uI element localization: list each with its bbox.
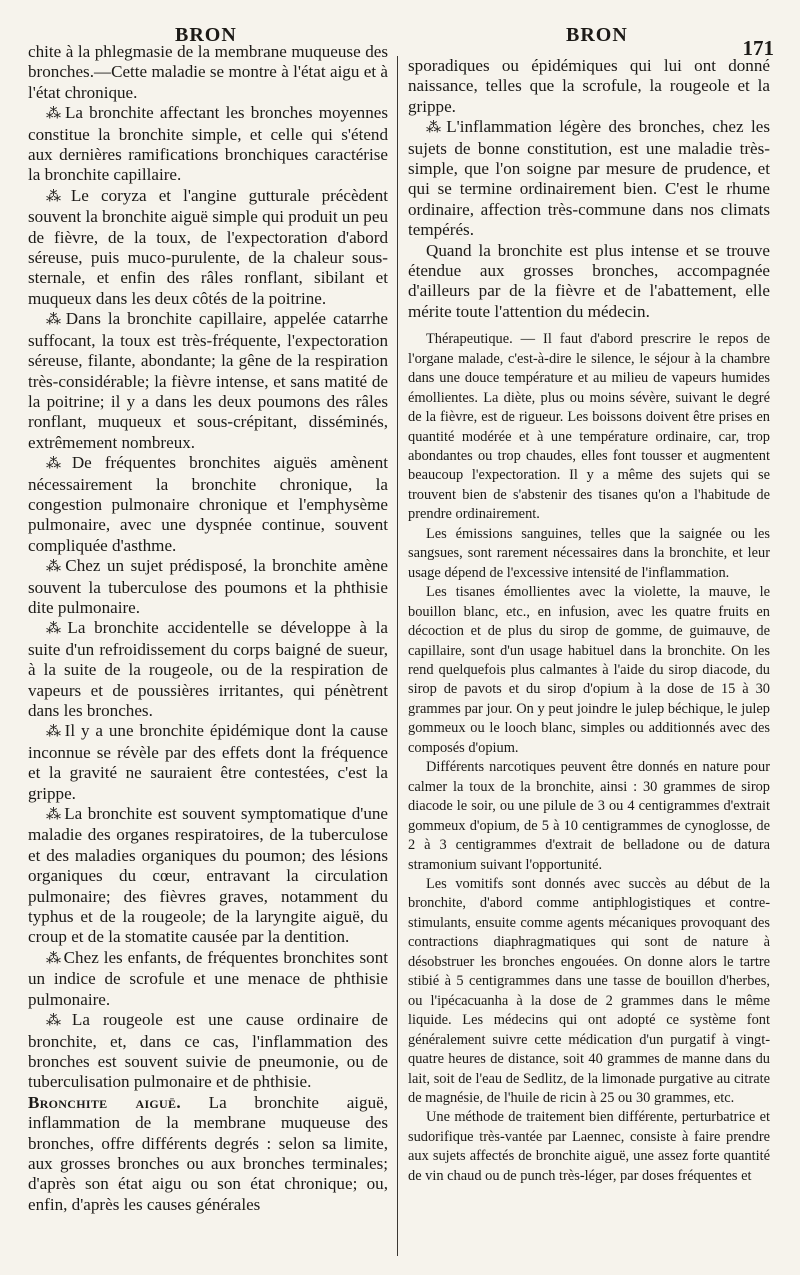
paragraph-text: De fréquentes bronchites aiguës amènent nécessairement la bronchite chronique, la congestion pulmonaire chronique et l'emphysème pulmonaire, avec une dyspnée continue, souvent compliquée d'asthme. bbox=[28, 453, 388, 555]
asterism-icon: ⁂ bbox=[46, 950, 61, 967]
paragraph-text: Dans la bronchite capillaire, appelée catarrhe suffocant, la toux est très-fréquente, l'expectoration séreuse, filante, abondante; la gêne de la respiration très-considérable; la fièvre intense, et sans matité de la poitrine; il y a dans les deux poumons des râles ronflant, muqueux et sous-crépitant, disséminés, extrêmement nombreux. bbox=[28, 309, 389, 452]
paragraph bbox=[28, 309, 388, 453]
small-paragraph: Les émissions sanguines, telles que la saignée ou les sangsues, sont rarement nécessaires dans la bronchite, et leur usage dépend de l'excessive intensité de l'inflammation. bbox=[408, 525, 770, 581]
paragraph: sporadiques ou épidémiques qui lui ont donné naissance, telles que la scrofule, la rougeole et la grippe. bbox=[408, 56, 770, 116]
small-paragraph: Les vomitifs sont donnés avec succès au début de la bronchite, d'abord comme antiphlogistiques et contre-stimulants, ensuite comme agents mécaniques provoquant des contractions diaphragmatiques qui sont de nature à désobstruer les bronches engouées. On donne alors le tartre stibié à 5 centigrammes dans une tasse de bouillon d'herbes, ou l'ipécacuanha à la dose de 2 grammes dans le même liquide. Les médecins qui ont adopté ce système font généralement suivre cette médication d'un purgatif à vingt-quatre heures de distance, soit 40 grammes de manne dans du lait, soit de l'eau de Sedlitz, de la limonade purgative au citrate de magnésie, de l'huile de ricin à 25 ou 30 grammes, etc. bbox=[408, 875, 770, 1106]
paragraph bbox=[28, 1010, 388, 1093]
small-paragraph: Thérapeutique. — Il faut d'abord prescrire le repos de l'organe malade, c'est-à-dire le silence, le séjour à la chambre dans une douce température et au milieu de vapeurs humides émollientes. La diète, plus ou moins sévère, suivant le degré de la fièvre, est de rigueur. Les boissons doivent être prises en quantité modérée et à une température ordinaire, car, trop abondantes ou trop chaudes, elles font tousser et augmentent beaucoup l'expectoration. Il y a même des sujets qui se trouvent bien de s'abstenir des tisanes qu'on a l'habitude de prendre ordinairement. bbox=[408, 331, 770, 523]
paragraph-text: Chez les enfants, de fréquentes bronchites sont un indice de scrofule et une menace de phthisie pulmonaire. bbox=[28, 947, 388, 1009]
asterism-icon: ⁂ bbox=[46, 312, 63, 329]
paragraph bbox=[28, 186, 388, 309]
asterism-icon: ⁂ bbox=[46, 807, 62, 824]
asterism-icon: ⁂ bbox=[426, 120, 444, 137]
small-paragraph: Différents narcotiques peuvent être donnés en nature pour calmer la toux de la bronchite, ainsi : 30 grammes de sirop diacode le soir, ou une pilule de 3 ou 4 centigrammes d'extrait gommeux d'opium, de 5 à 10 centigrammes de cynoglosse, de 2 à 3 centigrammes d'extrait de belladone ou de datura stramonium suivant l'opportunité. bbox=[408, 759, 770, 873]
small-paragraph: Les tisanes émollientes avec la violette, la mauve, le bouillon blanc, etc., en infusion, avec les quatre fruits en décoction et de plus du sirop de gomme, de guimauve, de capillaire, sont d'un usage habituel dans la bronchite. On les rend quelquefois plus calmantes à l'aide du sirop diacode, du sirop de pavots et du sirop d'opium à la dose de 15 à 30 grammes par jour. On y peut joindre le julep béchique, le julep gommeux ou le looch blanc, simples ou additionnés avec des composés d'opium. bbox=[408, 584, 770, 756]
asterism-icon: ⁂ bbox=[46, 188, 68, 205]
paragraph-text: La bronchite affectant les bronches moyennes constitue la bronchite simple, et celle qui s'étend aux dernières ramifications bronchiques caractérise la bronchite capillaire. bbox=[28, 103, 389, 185]
entry-heading: Bronchite aiguë. bbox=[28, 1092, 181, 1112]
left-column bbox=[28, 42, 388, 1215]
column-divider bbox=[397, 56, 398, 1256]
asterism-icon: ⁂ bbox=[46, 456, 69, 473]
small-paragraph: Une méthode de traitement bien différente, perturbatrice et sudorifique très-vantée par Laennec, consiste à faire prendre aux sujets affectés de bronchite aiguë, une assez forte quantité de vin chaud ou de punch très-léger, par doses fréquentes et bbox=[408, 1109, 770, 1184]
running-head-right: BRON bbox=[566, 24, 628, 46]
running-head-left: BRON bbox=[175, 24, 237, 46]
paragraph-text: Il y a une bronchite épidémique dont la cause inconnue se révèle par des effets dont la fréquence et la gravité ne sauraient être contestées, c'est la grippe. bbox=[28, 721, 388, 803]
paragraph bbox=[28, 804, 388, 948]
asterism-icon: ⁂ bbox=[46, 724, 62, 741]
paragraph: Quand la bronchite est plus intense et se trouve étendue aux grosses bronches, accompagnée d'ailleurs par de la fièvre et de l'abattement, elle mérite toute l'attention du médecin. bbox=[408, 240, 770, 321]
paragraph bbox=[28, 1093, 388, 1215]
paragraph-text: La bronchite accidentelle se développe à la suite d'un refroidissement du corps baigné de sueur, à la suite de la rougeole, ou de la respiration de vapeurs et de poussières irritantes, qui pénètrent dans les bronches. bbox=[28, 618, 389, 720]
paragraph-text: L'inflammation légère des bronches, chez les sujets de bonne constitution, est une maladie très-simple, que l'on soigne par mesure de prudence, et qui se termine ordinairement bien. C'est le rhume ordinaire, affection très-commune dans nos climats tempérés. bbox=[408, 117, 771, 240]
paragraph-text: La rougeole est une cause ordinaire de bronchite, et, dans ce cas, l'inflammation des bronches est souvent suivie de pneumonie, ou de tuberculisation pulmonaire et de phthisie. bbox=[28, 1010, 389, 1092]
right-column bbox=[408, 56, 770, 1186]
paragraph: chite à la phlegmasie de la membrane muqueuse des bronches.—Cette maladie se montre à l'état aigu et à l'état chronique. bbox=[28, 42, 388, 102]
paragraph bbox=[28, 948, 388, 1010]
paragraph bbox=[408, 117, 770, 240]
page-number: 171 bbox=[742, 36, 774, 60]
paragraph bbox=[28, 453, 388, 556]
paragraph-text: La bronchite est souvent symptomatique d'une maladie des organes respiratoires, de la tuberculose et des maladies organiques du poumon; des lésions organiques du cœur, entravant la circulation pulmonaire; des fièvres graves, notamment du typhus et de la rougeole; de la laryngite aiguë, du croup et de la stomatite causée par la dentition. bbox=[28, 804, 388, 947]
paragraph bbox=[28, 103, 388, 186]
paragraph bbox=[28, 556, 388, 618]
paragraph bbox=[28, 618, 388, 721]
paragraph-text: Chez un sujet prédisposé, la bronchite amène souvent la tuberculose des poumons et la phthisie dite pulmonaire. bbox=[28, 556, 389, 617]
asterism-icon: ⁂ bbox=[46, 106, 62, 123]
asterism-icon: ⁂ bbox=[46, 621, 65, 638]
paragraph-text: La bronchite aiguë, inflammation de la membrane muqueuse des bronches, offre différents degrés : selon sa limite, aux grosses bronches ou aux bronches terminales; d'après son état aigu ou son état chronique; ou, enfin, d'après les causes générales bbox=[28, 1092, 389, 1214]
asterism-icon: ⁂ bbox=[46, 1013, 69, 1030]
paragraph bbox=[28, 721, 388, 804]
paragraph-text: Le coryza et l'angine gutturale précèdent souvent la bronchite aiguë simple qui produit un peu de fièvre, de la toux, de l'expectoration d'abord séreuse, puis muco-purulente, de la chaleur sous-sternale, et enfin des râles ronflant, sibilant et muqueux dans les deux côtés de la poitrine. bbox=[28, 185, 389, 308]
asterism-icon: ⁂ bbox=[46, 559, 63, 576]
